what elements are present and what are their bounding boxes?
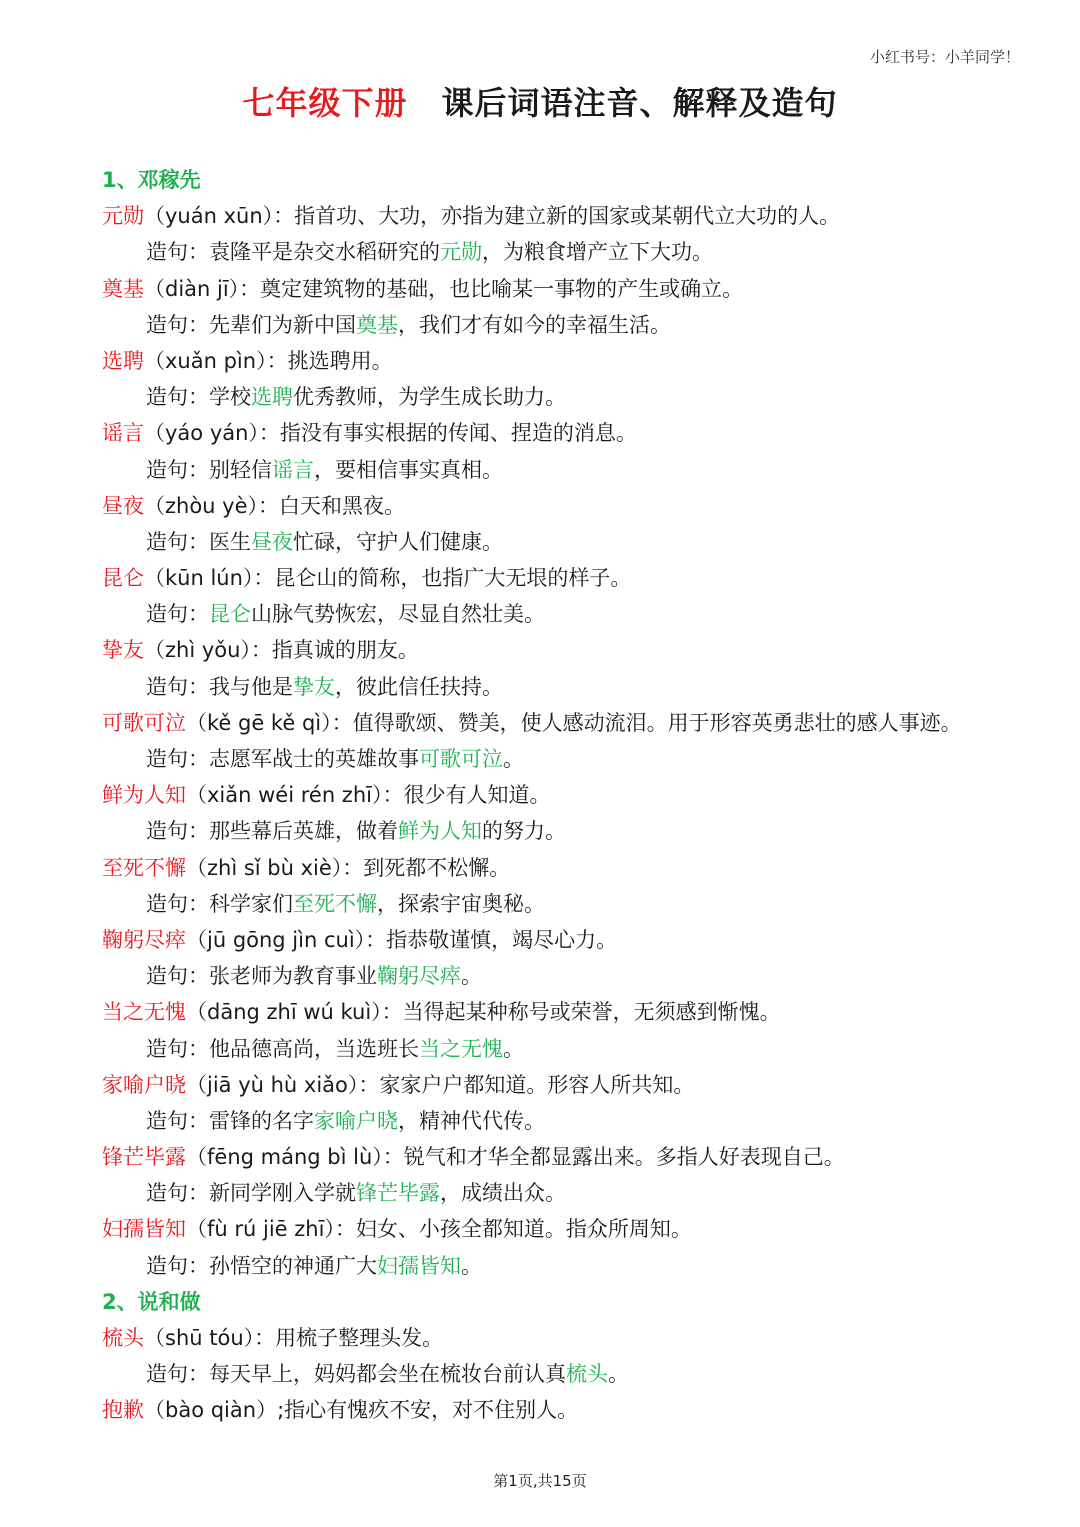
example-suffix: ，为粮食增产立下大功。 (482, 240, 713, 265)
example-sentence (102, 234, 1032, 270)
example-suffix: 。 (503, 1036, 524, 1061)
example-prefix: 造句：医生 (146, 529, 251, 554)
section-heading: 1、邓稼先 (102, 168, 201, 192)
example-highlight-word: 当之无愧 (419, 1036, 503, 1061)
example-highlight-word: 挚友 (293, 674, 335, 699)
example-highlight-word: 锋芒毕露 (356, 1181, 440, 1206)
example-prefix: 造句：先辈们为新中国 (146, 312, 356, 337)
example-highlight-word: 鞠躬尽瘁 (377, 964, 461, 989)
example-sentence (102, 1175, 1032, 1211)
vocab-word: 妇孺皆知 (102, 1217, 186, 1242)
example-sentence (102, 741, 1032, 777)
vocab-entry (102, 271, 1032, 307)
example-suffix: 忙碌，守护人们健康。 (293, 529, 503, 554)
example-suffix: ，要相信事实真相。 (314, 457, 503, 482)
example-highlight-word: 选聘 (251, 385, 293, 410)
example-prefix: 造句：每天早上，妈妈都会坐在梳妆台前认真 (146, 1362, 566, 1387)
example-prefix: 造句：学校 (146, 385, 251, 410)
example-suffix: 。 (461, 1253, 482, 1278)
example-sentence (102, 1103, 1032, 1139)
example-sentence (102, 1031, 1032, 1067)
example-suffix: 的努力。 (482, 819, 566, 844)
example-highlight-word: 至死不懈 (293, 891, 377, 916)
example-highlight-word: 家喻户晓 (314, 1108, 398, 1133)
example-suffix: 优秀教师，为学生成长助力。 (293, 385, 566, 410)
example-prefix: 造句：张老师为教育事业 (146, 964, 377, 989)
vocab-entry (102, 922, 1032, 958)
vocabulary-content (102, 162, 1032, 1429)
example-highlight-word: 妇孺皆知 (377, 1253, 461, 1278)
vocab-entry (102, 777, 1032, 813)
example-sentence (102, 813, 1032, 849)
page-number: 第1页,共15页 (493, 1472, 587, 1490)
example-prefix: 造句：别轻信 (146, 457, 272, 482)
vocab-definition: （fēng máng bì lù）：锐气和才华全都显露出来。多指人好表现自己。 (186, 1145, 845, 1170)
example-suffix: 。 (503, 747, 524, 771)
vocab-definition: （shū tóu）：用梳子整理头发。 (144, 1326, 444, 1350)
example-prefix: 造句：志愿军战士的英雄故事 (146, 747, 419, 771)
vocab-entry (102, 1211, 1032, 1247)
example-highlight-word: 谣言 (272, 457, 314, 482)
example-highlight-word: 奠基 (356, 312, 398, 337)
vocab-word: 可歌可泣 (102, 710, 186, 735)
example-prefix: 造句：那些幕后英雄，做着 (146, 819, 398, 844)
title-grade: 七年级下册 (242, 84, 408, 122)
example-suffix: ，彼此信任扶持。 (335, 674, 503, 699)
example-highlight-word: 元勋 (440, 240, 482, 265)
example-sentence (102, 379, 1032, 415)
example-suffix: ，成绩出众。 (440, 1181, 566, 1206)
vocab-definition: （fù rú jiē zhī）：妇女、小孩全都知道。指众所周知。 (186, 1217, 692, 1242)
vocab-definition: （jū gōng jìn cuì）：指恭敬谨慎，竭尽心力。 (186, 927, 618, 952)
vocab-definition: （kūn lún）：昆仑山的简称，也指广大无垠的样子。 (144, 566, 632, 591)
example-sentence (102, 452, 1032, 488)
title-subject: 课后词语注音、解释及造句 (441, 84, 838, 122)
vocab-word: 挚友 (102, 638, 144, 663)
vocab-definition: （yuán xūn）：指首功、大功，亦指为建立新的国家或某朝代立大功的人。 (144, 204, 841, 229)
vocab-entry (102, 1067, 1032, 1103)
example-sentence (102, 596, 1032, 632)
vocab-word: 昆仑 (102, 566, 144, 591)
example-prefix: 造句：孙悟空的神通广大 (146, 1253, 377, 1278)
example-suffix: 。 (608, 1362, 629, 1387)
example-suffix: ，探索宇宙奥秘。 (377, 891, 545, 916)
vocab-entry (102, 850, 1032, 886)
example-sentence (102, 958, 1032, 994)
vocab-word: 当之无愧 (102, 1000, 186, 1025)
vocab-word: 谣言 (102, 421, 144, 446)
example-prefix: 造句：他品德高尚，当选班长 (146, 1036, 419, 1061)
vocab-word: 元勋 (102, 204, 144, 229)
example-prefix: 造句： (146, 602, 209, 627)
vocab-definition: （xiǎn wéi rén zhī）：很少有人知道。 (186, 783, 551, 808)
vocab-entry (102, 198, 1032, 234)
vocab-word: 选聘 (102, 348, 144, 373)
vocab-entry (102, 1392, 1032, 1428)
example-highlight-word: 鲜为人知 (398, 819, 482, 844)
vocab-word: 锋芒毕露 (102, 1145, 186, 1170)
vocab-word: 至死不懈 (102, 855, 186, 880)
vocab-word: 鞠躬尽瘁 (102, 927, 186, 952)
example-prefix: 造句：新同学刚入学就 (146, 1181, 356, 1206)
vocab-entry (102, 632, 1032, 668)
vocab-word: 梳头 (102, 1326, 144, 1350)
vocab-entry (102, 343, 1032, 379)
vocab-entry (102, 1320, 1032, 1356)
vocab-entry (102, 415, 1032, 451)
vocab-definition: （zhì sǐ bù xiè）：到死都不松懈。 (186, 855, 511, 880)
vocab-word: 家喻户晓 (102, 1072, 186, 1097)
page-title (0, 78, 1080, 124)
vocab-word: 鲜为人知 (102, 783, 186, 808)
vocab-definition: （diàn jī）：奠定建筑物的基础，也比喻某一事物的产生或确立。 (144, 276, 744, 301)
vocab-entry (102, 994, 1032, 1030)
vocab-definition: （zhòu yè）：白天和黑夜。 (144, 493, 406, 518)
vocab-entry (102, 560, 1032, 596)
example-sentence (102, 886, 1032, 922)
example-suffix: 山脉气势恢宏，尽显自然壮美。 (251, 602, 545, 627)
example-highlight-word: 可歌可泣 (419, 747, 503, 771)
vocab-entry (102, 705, 1032, 741)
vocab-definition: （zhì yǒu）：指真诚的朋友。 (144, 638, 419, 663)
example-highlight-word: 梳头 (566, 1362, 608, 1387)
example-highlight-word: 昼夜 (251, 529, 293, 554)
vocab-entry (102, 1139, 1032, 1175)
vocab-definition: （xuǎn pìn）：挑选聘用。 (144, 348, 393, 373)
section-heading: 2、说和做 (102, 1289, 201, 1314)
example-sentence (102, 669, 1032, 705)
example-prefix: 造句：我与他是 (146, 674, 293, 699)
example-sentence (102, 1248, 1032, 1284)
vocab-word: 奠基 (102, 276, 144, 301)
example-prefix: 造句：科学家们 (146, 891, 293, 916)
example-suffix: ，精神代代传。 (398, 1108, 545, 1133)
vocab-definition: （yáo yán）：指没有事实根据的传闻、捏造的消息。 (144, 421, 637, 446)
vocab-entry (102, 488, 1032, 524)
vocab-word: 抱歉 (102, 1398, 144, 1423)
example-suffix: ，我们才有如今的幸福生活。 (398, 312, 671, 337)
watermark: 小红书号：小羊同学！ (869, 48, 1020, 66)
example-prefix: 造句：袁隆平是杂交水稻研究的 (146, 240, 440, 265)
example-suffix: 。 (461, 964, 482, 989)
vocab-definition: （bào qiàn）;指心有愧疚不安，对不住别人。 (144, 1398, 579, 1423)
example-sentence (102, 1356, 1032, 1392)
example-sentence (102, 307, 1032, 343)
example-prefix: 造句：雷锋的名字 (146, 1108, 314, 1133)
vocab-definition: （dāng zhī wú kuì）：当得起某种称号或荣誉，无须感到惭愧。 (186, 1000, 781, 1025)
example-sentence (102, 524, 1032, 560)
vocab-word: 昼夜 (102, 493, 144, 518)
vocab-definition: （kě gē kě qì）：值得歌颂、赞美，使人感动流泪。用于形容英勇悲壮的感人事迹。 (186, 710, 962, 735)
example-highlight-word: 昆仑 (209, 602, 251, 627)
vocab-definition: （jiā yù hù xiǎo）：家家户户都知道。形容人所共知。 (186, 1072, 695, 1097)
